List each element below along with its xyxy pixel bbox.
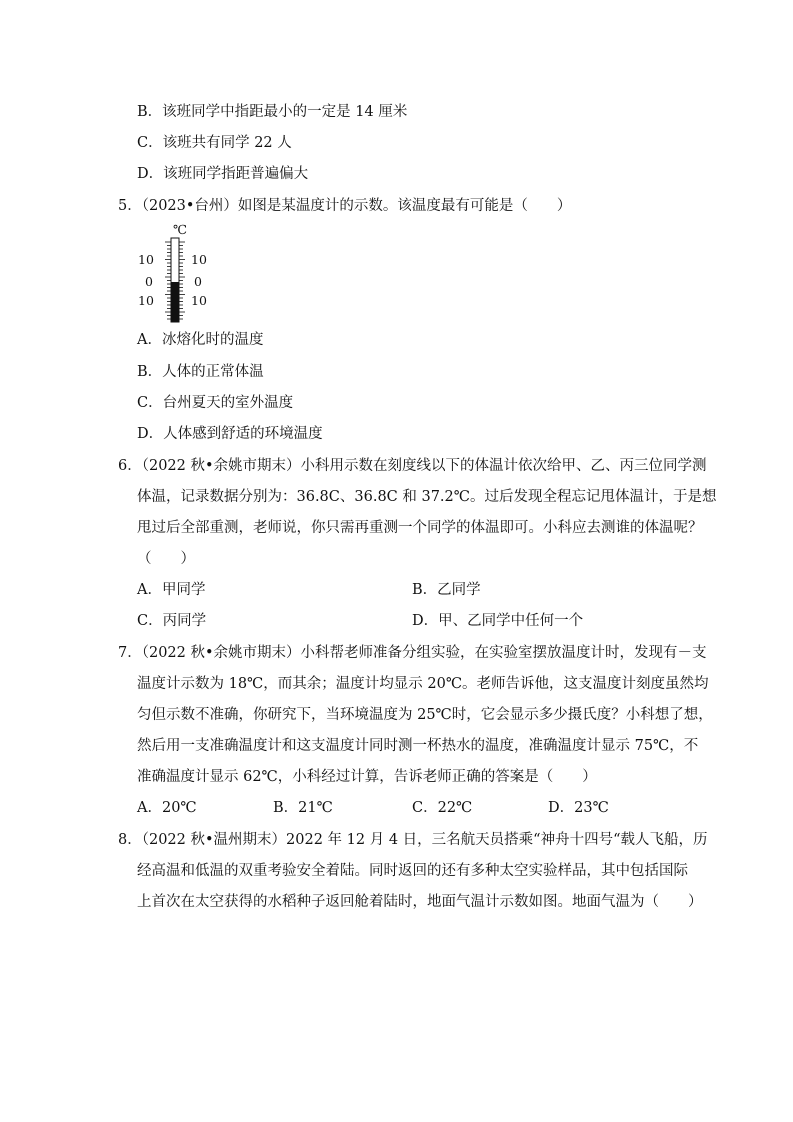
- thermometer-unit: ℃: [173, 222, 187, 237]
- thermometer-left-label-10-top: 10: [138, 252, 154, 267]
- q5-stem: 5．（2023•台州）如图是某温度计的示数。该温度最有可能是（ ）: [118, 198, 572, 214]
- q7-stem-line-3: 匀但示数不准确，你研究下，当环境温度为 25℃时，它会显示多少摄氏度？小科想了想，: [137, 707, 713, 723]
- thermometer-right-label-0: 0: [194, 274, 202, 289]
- q7-stem-line-1: 7．（2022 秋•余姚市期末）小科帮老师准备分组实验，在实验室摆放温度计时，发现有－支: [118, 645, 707, 661]
- q7-option-a: A．20℃: [137, 800, 197, 816]
- q8-stem-line-3: 上首次在太空获得的水稻种子返回舱着陆时，地面气温计示数如图。地面气温为（ ）: [137, 894, 703, 910]
- q7-option-b: B．21℃: [273, 800, 333, 816]
- q5-option-b: B．人体的正常体温: [137, 364, 264, 380]
- q4-option-d: D．该班同学指距普遍偏大: [137, 166, 309, 182]
- thermometer-left-label-0: 0: [145, 274, 153, 289]
- q8-stem-line-1: 8．（2022 秋•温州期末）2022 年 12 月 4 日，三名航天员搭乘“神舟十四号“载人飞船，历: [118, 832, 708, 848]
- q5-option-c: C．台州夏天的室外温度: [137, 395, 294, 411]
- q6-stem-line-1: 6．（2022 秋•余姚市期末）小科用示数在刻度线以下的体温计依次给甲、乙、丙三位同学测: [118, 458, 707, 474]
- thermometer-left-label-10-bottom: 10: [138, 293, 154, 308]
- q6-option-d: D．甲、乙同学中任何一个: [412, 613, 584, 629]
- q6-answer-blank: （ ）: [137, 551, 195, 567]
- thermometer-figure: [133, 222, 223, 326]
- q7-stem-line-5: 准确温度计显示 62℃，小科经过计算，告诉老师正确的答案是（ ）: [137, 769, 597, 785]
- q6-option-c: C．丙同学: [137, 613, 207, 629]
- q7-stem-line-4: 然后用一支准确温度计和这支温度计同时测一杯热水的温度，准确温度计显示 75℃，不: [137, 738, 699, 754]
- q6-stem-line-3: 甩过后全部重测，老师说，你只需再重测一个同学的体温即可。小科应去测谁的体温呢？: [137, 520, 703, 536]
- q5-option-d: D．人体感到舒适的环境温度: [137, 426, 323, 442]
- q4-option-b: B．该班同学中指距最小的一定是 14 厘米: [137, 104, 408, 120]
- q6-option-b: B．乙同学: [412, 582, 481, 598]
- q8-stem-line-2: 经高温和低温的双重考验安全着陆。同时返回的还有多种太空实验样品，其中包括国际: [137, 863, 688, 879]
- q6-stem-line-2: 体温，记录数据分别为：36.8C、36.8C 和 37.2℃。过后发现全程忘记甩体温计，于是想: [137, 489, 717, 505]
- thermometer-liquid-column: [171, 282, 179, 322]
- q7-option-c: C．22℃: [412, 800, 473, 816]
- thermometer-right-label-10-bottom: 10: [191, 293, 207, 308]
- q4-option-c: C．该班共有同学 22 人: [137, 135, 292, 151]
- thermometer-right-label-10-top: 10: [191, 252, 207, 267]
- q7-option-d: D．23℃: [548, 800, 609, 816]
- q5-option-a: A．冰熔化时的温度: [137, 332, 264, 348]
- q6-option-a: A．甲同学: [137, 582, 206, 598]
- q7-stem-line-2: 温度计示数为 18℃，而其余；温度计均显示 20℃。老师告诉他，这支温度计刻度虽然均: [137, 676, 709, 692]
